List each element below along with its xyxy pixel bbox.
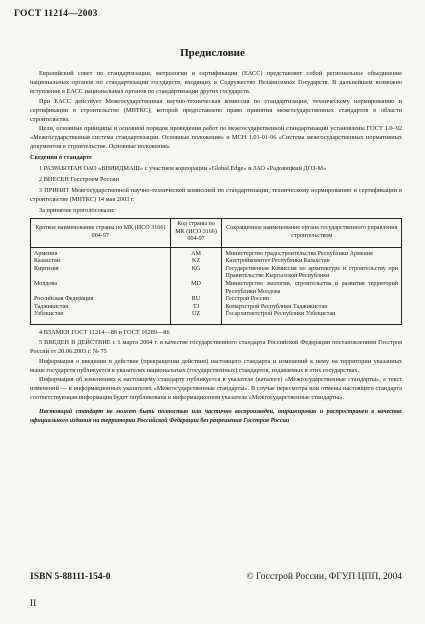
country-cell: Таджикистан — [31, 304, 171, 312]
authority-cell: Министерство градостроительства Республики Армения — [222, 247, 402, 258]
code-cell: RU — [170, 296, 222, 304]
standard-info-heading: Сведения о стандарте — [30, 154, 92, 162]
preface-paragraph: Евразийский совет по стандартизации, метрологии и сертификации (ЕАСС) представляет собой региональное объединение национальных органов по стандартизации государств, входящих в Содружество Независимых Государств. В дальнейшем возможно вступление в ЕАСС национальных органов по стандартизации других государств. — [30, 70, 402, 95]
vote-table-header-row — [31, 218, 402, 247]
voted-label: За принятие проголосовали: — [39, 206, 115, 214]
country-cell: Российская Федерация — [31, 296, 171, 304]
country-cell: Киргизия — [31, 266, 171, 281]
country-cell: Узбекистан — [31, 311, 171, 324]
code-cell: KZ — [170, 258, 222, 266]
authority-cell: Комархстрой Республики Таджикистан — [222, 304, 402, 312]
copyright: © Госстрой России, ФГУП ЦПП, 2004 — [246, 572, 402, 582]
standard-code-header: ГОСТ 11214—2003 — [14, 9, 98, 19]
country-cell: Казахстан — [31, 258, 171, 266]
page-number: II — [30, 599, 37, 609]
authority-cell: Государственная Комиссия по архитектуре и строительству при Правительстве Кыргызской Республики — [222, 266, 402, 281]
table-row — [31, 281, 402, 296]
standard-info-item: 2 ВНЕСЕН Госстроем России — [39, 175, 120, 183]
authority-cell: Госархитектстрой Республики Узбекистан — [222, 311, 402, 324]
code-cell: UZ — [170, 311, 222, 324]
effective-date: 5 ВВЕДЕН В ДЕЙСТВИЕ с 1 марта 2004 г. в качестве государственного стандарта Российской Федерации постановлением Госстроя России от 20.06.2003 г. № 75 — [30, 338, 402, 355]
table-row — [31, 296, 402, 304]
document-body — [30, 70, 402, 425]
column-header-authority: Сокращенное наименование органа государственного управления строительством — [222, 218, 402, 247]
code-cell: KG — [170, 266, 222, 281]
preface-title: Предисловие — [180, 47, 245, 59]
preface-paragraph: При ЕАСС действует Межгосударственная научно-техническая комиссия по стандартизации, техническому нормированию и сертификации в строительстве (МНТКС), которой предоставлено право принятия межгосударственных стандартов в области строительства. — [30, 97, 402, 123]
country-cell: Молдова — [31, 281, 171, 296]
table-row — [31, 311, 402, 324]
country-cell: Армения — [31, 247, 171, 258]
authority-cell: Казстройкомитет Республики Казахстан — [222, 258, 402, 266]
code-cell: AM — [170, 247, 222, 258]
info-paragraph: Информация об изменениях к настоящему стандарту публикуется в указателе (каталоге) «Межгосударственные стандарты», а текст изменений — в информационных указателях «Межгосударственные стандарты». В случае пересмотра или отмены настоящего стандарта соответствующая информация будет опубликована в информационном указателе «Межгосударственные стандарты». — [30, 376, 402, 402]
column-header-code: Код страны по МК (ИСО 3166) 004-97 — [170, 218, 222, 247]
standard-info-item: 3 ПРИНЯТ Межгосударственной научно-технической комиссией по стандартизации, техническому нормированию и сертификации в строительстве (МНТКС) 14 мая 2003 г. — [30, 186, 402, 203]
code-cell: TJ — [170, 304, 222, 312]
replaced-standards: 4 ВЗАМЕН ГОСТ 11214—86 и ГОСТ 16289—86 — [39, 328, 170, 336]
table-row — [31, 266, 402, 281]
column-header-country: Краткое наименование страны по МК (ИСО 3166) 004-97 — [31, 218, 171, 247]
isbn: ISBN 5-88111-154-0 — [30, 572, 111, 582]
reproduction-notice: Настоящий стандарт не может быть полностью или частично воспроизведен, тиражирован и распространен в качестве официального издания на территории Российской Федерации без разрешения Госстроя России — [30, 409, 402, 424]
table-row — [31, 247, 402, 258]
after-table-section — [30, 329, 402, 403]
table-row — [31, 258, 402, 266]
preface-paragraph: Цели, основные принципы и основной порядок проведения работ по межгосударственной стандартизации установлены ГОСТ 1.0–92 «Межгосударственная система стандартизации. Основные положения» и МСН 1.01-01-96 «Система межгосударственных нормативных документов в строительстве. Основные положения» — [30, 125, 402, 151]
table-row — [31, 304, 402, 312]
authority-cell: Министерство экологии, строительства и развития территорий Республики Молдова — [222, 281, 402, 296]
info-paragraph: Информация о введении в действие (прекращении действия) настоящего стандарта и изменений к нему на территории указанных выше государств публикуется в указателях национальных (государственных) стандартов, издаваемых в этих государствах. — [30, 357, 402, 374]
authority-cell: Госстрой России — [222, 296, 402, 304]
standard-info-item: 1 РАЗРАБОТАН ОАО «ВНИИДМАШ» с участием корпорации «Global Edge» и ЗАО «Радовицкий ДОЗ-М» — [39, 165, 327, 173]
vote-table — [30, 218, 402, 325]
code-cell: MD — [170, 281, 222, 296]
